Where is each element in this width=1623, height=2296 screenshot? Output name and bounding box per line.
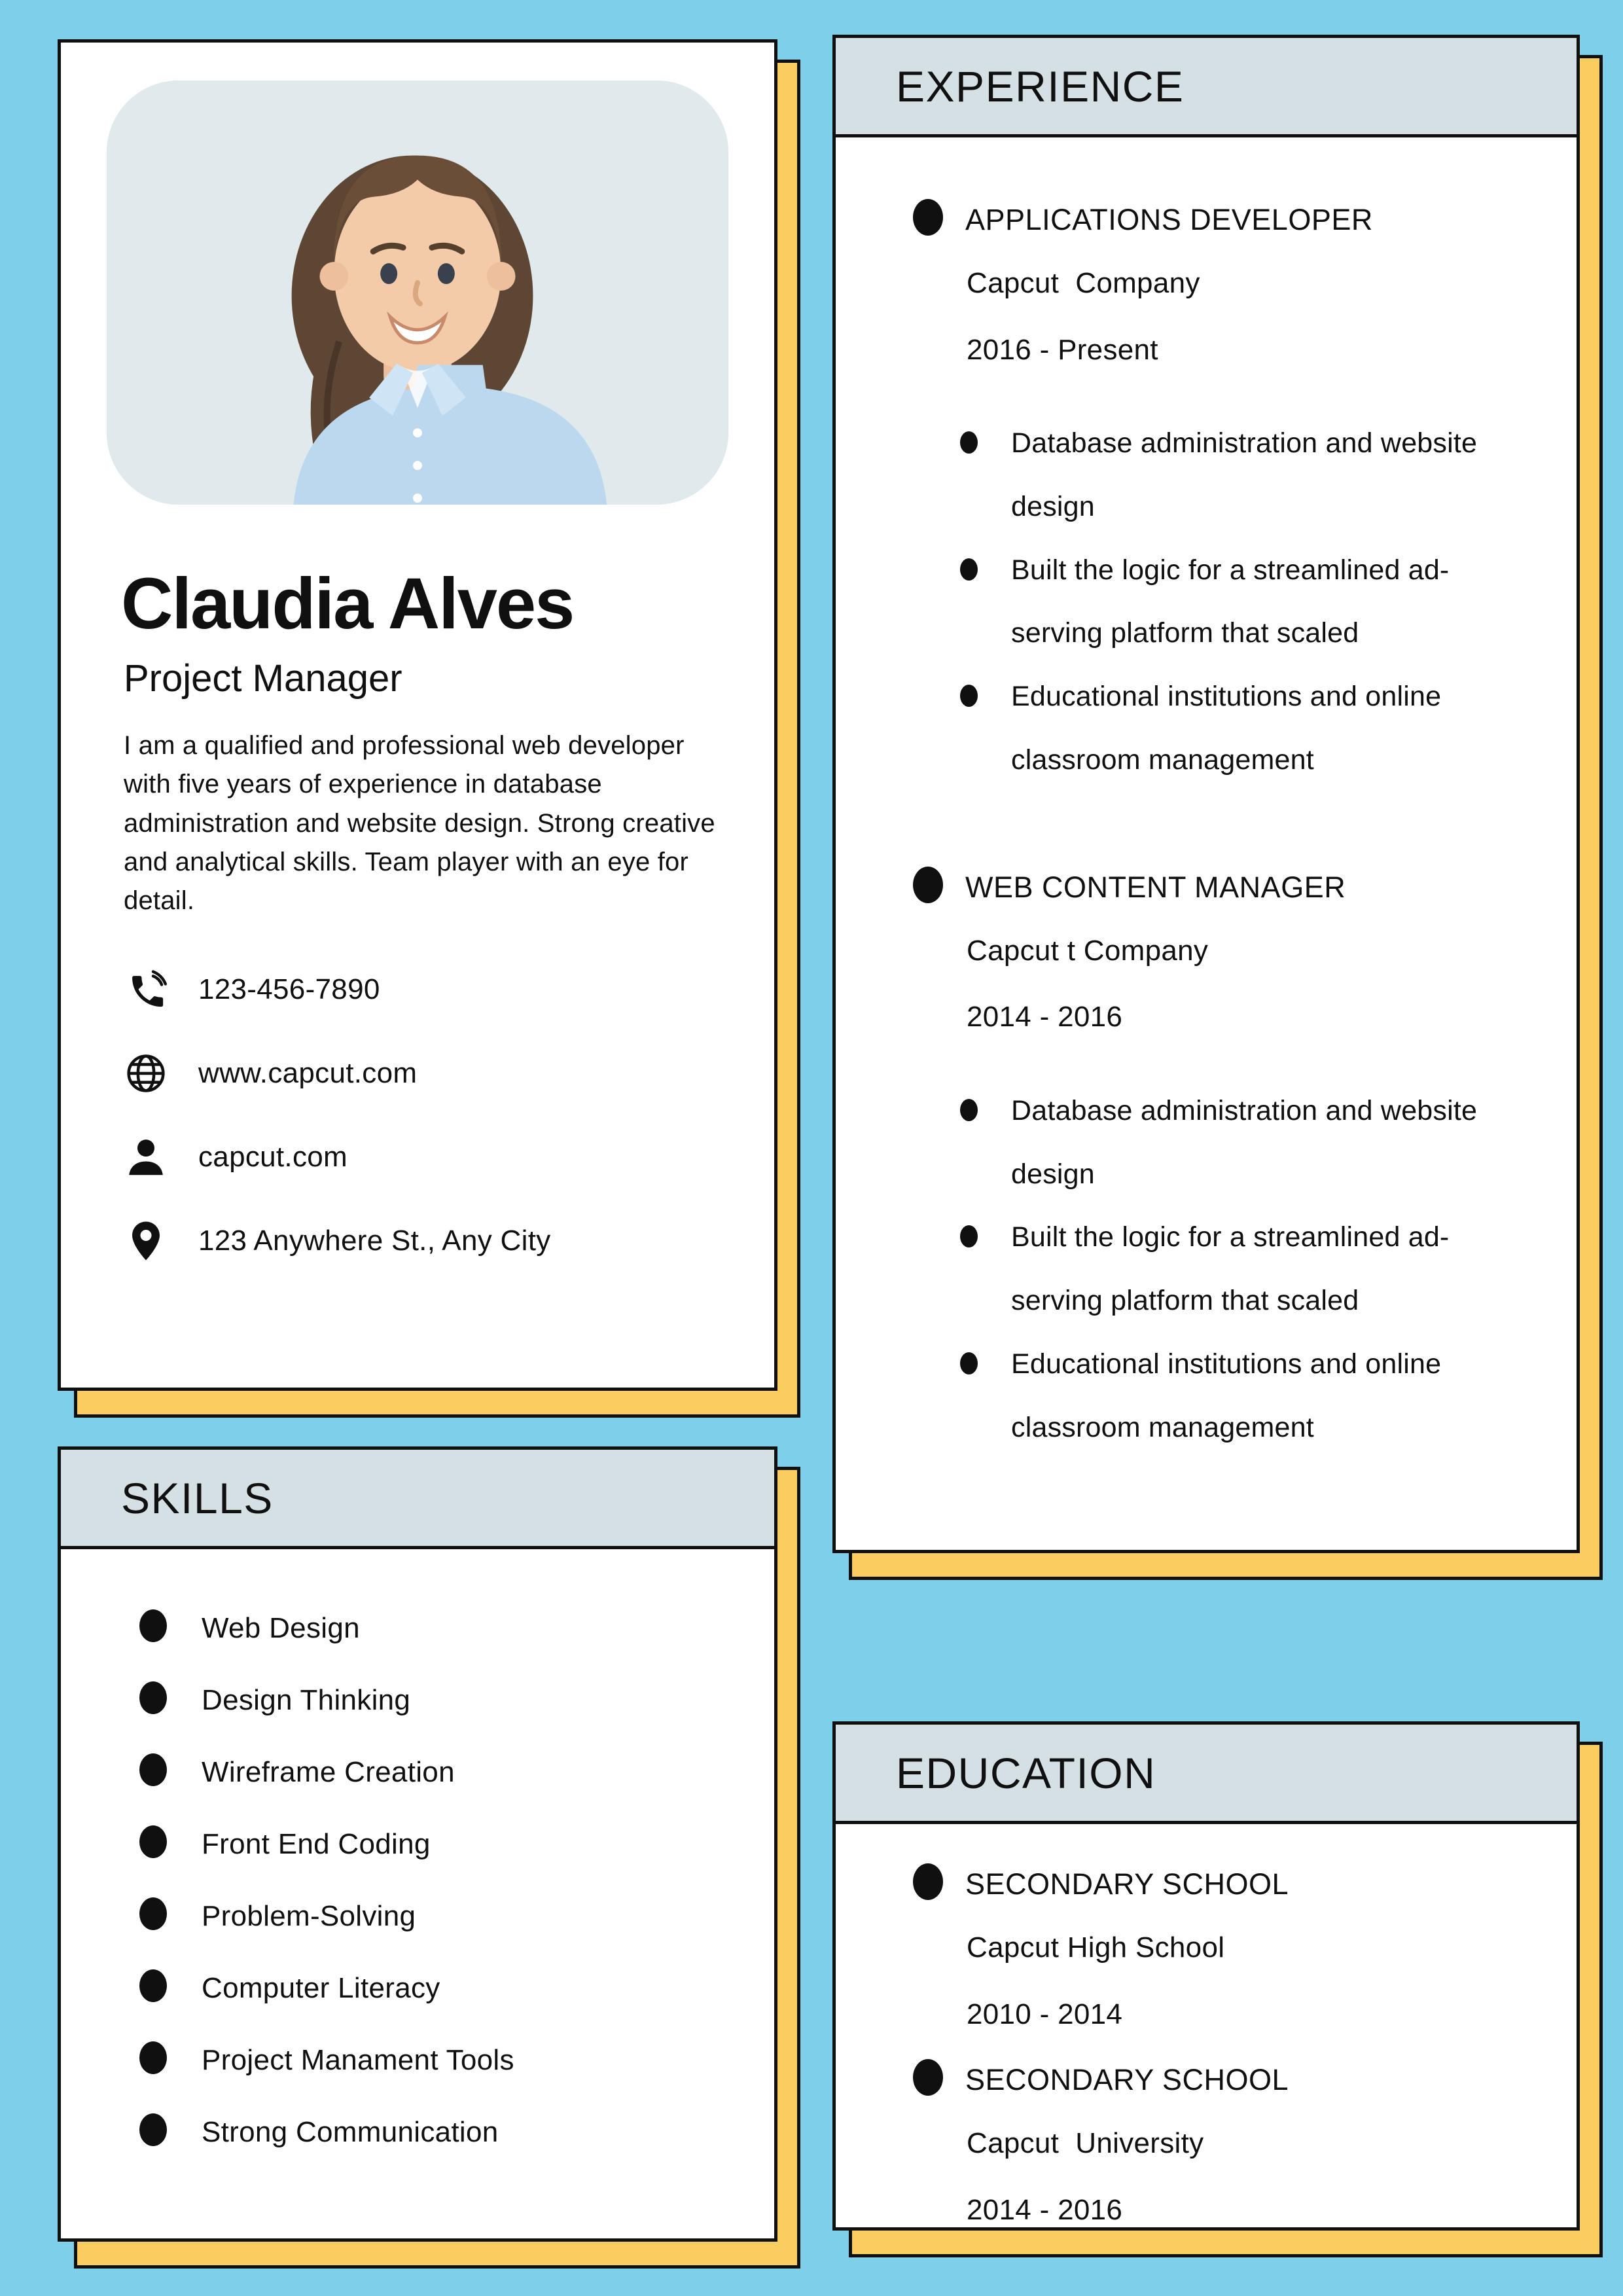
job-entry [913,203,1537,792]
skills-title: SKILLS [121,1473,274,1522]
contact-list [124,967,728,1263]
contact-phone [124,967,728,1012]
profile-card [58,39,777,1391]
education-body [836,1824,1577,2230]
education-card [832,1721,1580,2231]
website-value: www.capcut.com [198,1057,418,1090]
job-dates: 2014 - 2016 [967,1001,1123,1033]
job-company: Capcut t Company [967,934,1209,967]
experience-body [836,137,1577,1459]
skills-list [139,1612,741,2149]
skills-header [61,1450,774,1549]
job-entry [913,870,1537,1460]
education-school: Capcut University [967,2127,1204,2160]
job-bullet: Educational institutions and online classroom management [960,665,1537,792]
job-bullet: Built the logic for a streamlined ad-serving platform that scaled [960,539,1537,666]
experience-card [832,35,1580,1553]
skills-body [61,1549,774,2149]
education-header [836,1725,1577,1824]
education-title: EDUCATION [896,1748,1156,1797]
location-icon [124,1219,168,1263]
contact-profile-site [124,1135,728,1179]
education-school: Capcut High School [967,1931,1225,1964]
person-role: Project Manager [124,657,402,700]
contact-website [124,1051,728,1096]
job-dates: 2016 - Present [967,333,1158,366]
skills-card [58,1446,777,2242]
portrait-illustration [107,81,728,505]
job-bullet: Database administration and website design [960,412,1537,539]
left-column [58,39,777,2242]
skill-item: Design Thinking [139,1684,741,1717]
skill-item: Wireframe Creation [139,1756,741,1789]
address-value: 123 Anywhere St., Any City [198,1225,551,1257]
person-bio: I am a qualified and professional web developer with five years of experience in database administration and website design. Strong creative and analytical skills. Team player with an eye for detail. [124,731,715,915]
experience-header [836,38,1577,137]
job-title: WEB CONTENT MANAGER [913,870,1537,905]
profile-site-value: capcut.com [198,1141,348,1174]
phone-icon [124,967,168,1012]
skill-item: Web Design [139,1612,741,1645]
job-bullet-list [960,1079,1537,1460]
education-dates: 2014 - 2016 [967,2193,1123,2226]
phone-value: 123-456-7890 [198,973,380,1006]
skill-item: Project Manament Tools [139,2044,741,2077]
job-bullet: Database administration and website design [960,1079,1537,1206]
skill-item: Front End Coding [139,1828,741,1861]
education-dates: 2010 - 2014 [967,1998,1123,2030]
skill-item: Computer Literacy [139,1972,741,2005]
contact-address [124,1219,728,1263]
education-entry [913,1867,1537,2034]
skill-item: Problem-Solving [139,1900,741,1933]
globe-icon [124,1051,168,1096]
education-entry [913,2063,1537,2230]
person-icon [124,1135,168,1179]
profile-photo [107,81,728,505]
person-name: Claudia Alves [121,564,574,644]
job-company: Capcut Company [967,267,1200,299]
skill-item: Strong Communication [139,2116,741,2149]
job-bullet-list [960,412,1537,792]
experience-title: EXPERIENCE [896,62,1185,111]
job-bullet: Built the logic for a streamlined ad-serving platform that scaled [960,1206,1537,1333]
education-degree: SECONDARY SCHOOL [913,2063,1537,2097]
education-degree: SECONDARY SCHOOL [913,1867,1537,1901]
job-title: APPLICATIONS DEVELOPER [913,203,1537,237]
job-bullet: Educational institutions and online classroom management [960,1333,1537,1460]
right-column [832,35,1580,2231]
